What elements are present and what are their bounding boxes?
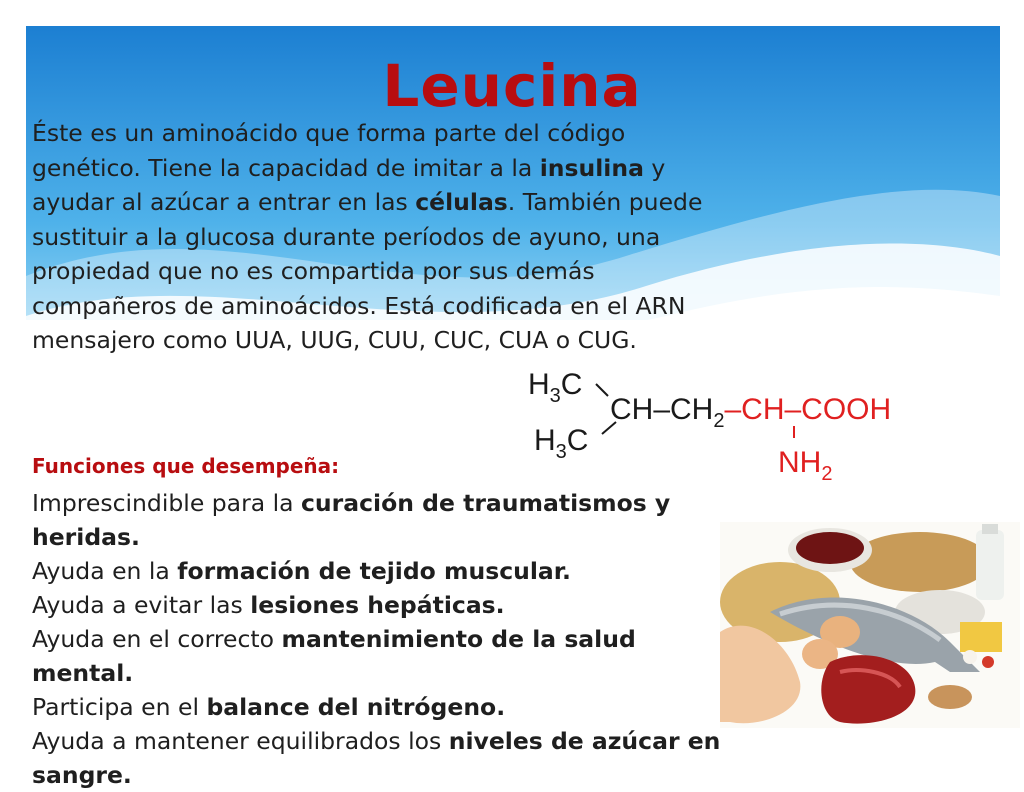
functions-list bbox=[32, 486, 722, 792]
function-item-bold: balance del nitrógeno. bbox=[206, 693, 506, 721]
function-item-bold: curación de traumatismos y heridas. bbox=[32, 489, 671, 551]
intro-bold-insulina: insulina bbox=[539, 153, 644, 182]
function-item bbox=[32, 724, 722, 792]
intro-text-1: Éste es un aminoácido que forma parte del código genético. Tiene la capacidad de imitar a la bbox=[32, 119, 626, 182]
formula-chain-ch-ch2: $CH-CH_2-CH$–COOH bbox=[610, 393, 892, 432]
formula-methyl-top: $H_3C$ bbox=[528, 368, 583, 407]
function-item-text: Ayuda a evitar las bbox=[32, 591, 251, 619]
function-item-bold: formación de tejido muscular. bbox=[177, 557, 571, 585]
function-item-text: Ayuda a mantener equilibrados los bbox=[32, 727, 449, 755]
formula-amine: $NH_2$ bbox=[778, 446, 833, 485]
function-item-text: Ayuda en el correcto bbox=[32, 625, 282, 653]
function-item bbox=[32, 486, 722, 554]
leucine-structural-formula bbox=[524, 362, 974, 485]
function-item-bold: niveles de azúcar en sangre. bbox=[32, 727, 721, 789]
function-item-text: Participa en el bbox=[32, 693, 207, 721]
function-item bbox=[32, 622, 722, 690]
function-item bbox=[32, 690, 722, 724]
bond-top bbox=[596, 384, 608, 396]
functions-heading: Funciones que desempeña: bbox=[32, 454, 340, 478]
protein-foods-photo-icon bbox=[720, 522, 1020, 728]
formula-methyl-bottom: $H_3C$ bbox=[534, 424, 589, 463]
slide-title: Leucina bbox=[382, 52, 642, 120]
function-item-text: Imprescindible para la bbox=[32, 489, 301, 517]
intro-text-2: y ayudar al azúcar a entrar en las bbox=[32, 153, 666, 216]
function-item-bold: lesiones hepáticas. bbox=[250, 591, 505, 619]
function-item-text: Ayuda en la bbox=[32, 557, 178, 585]
function-item bbox=[32, 588, 722, 622]
function-item-bold: mantenimiento de la salud mental. bbox=[32, 625, 636, 687]
intro-bold-celulas: células bbox=[415, 188, 508, 216]
intro-text-3: . También puede sustituir a la glucosa durante períodos de ayuno, una propiedad que no es compartida por sus demás compañeros de aminoácidos. Está codificada en el ARN mensajero como UUA, UUG, CUU, CUC, CUA o CUG. bbox=[32, 188, 703, 354]
function-item bbox=[32, 554, 722, 588]
intro-paragraph bbox=[32, 116, 712, 358]
